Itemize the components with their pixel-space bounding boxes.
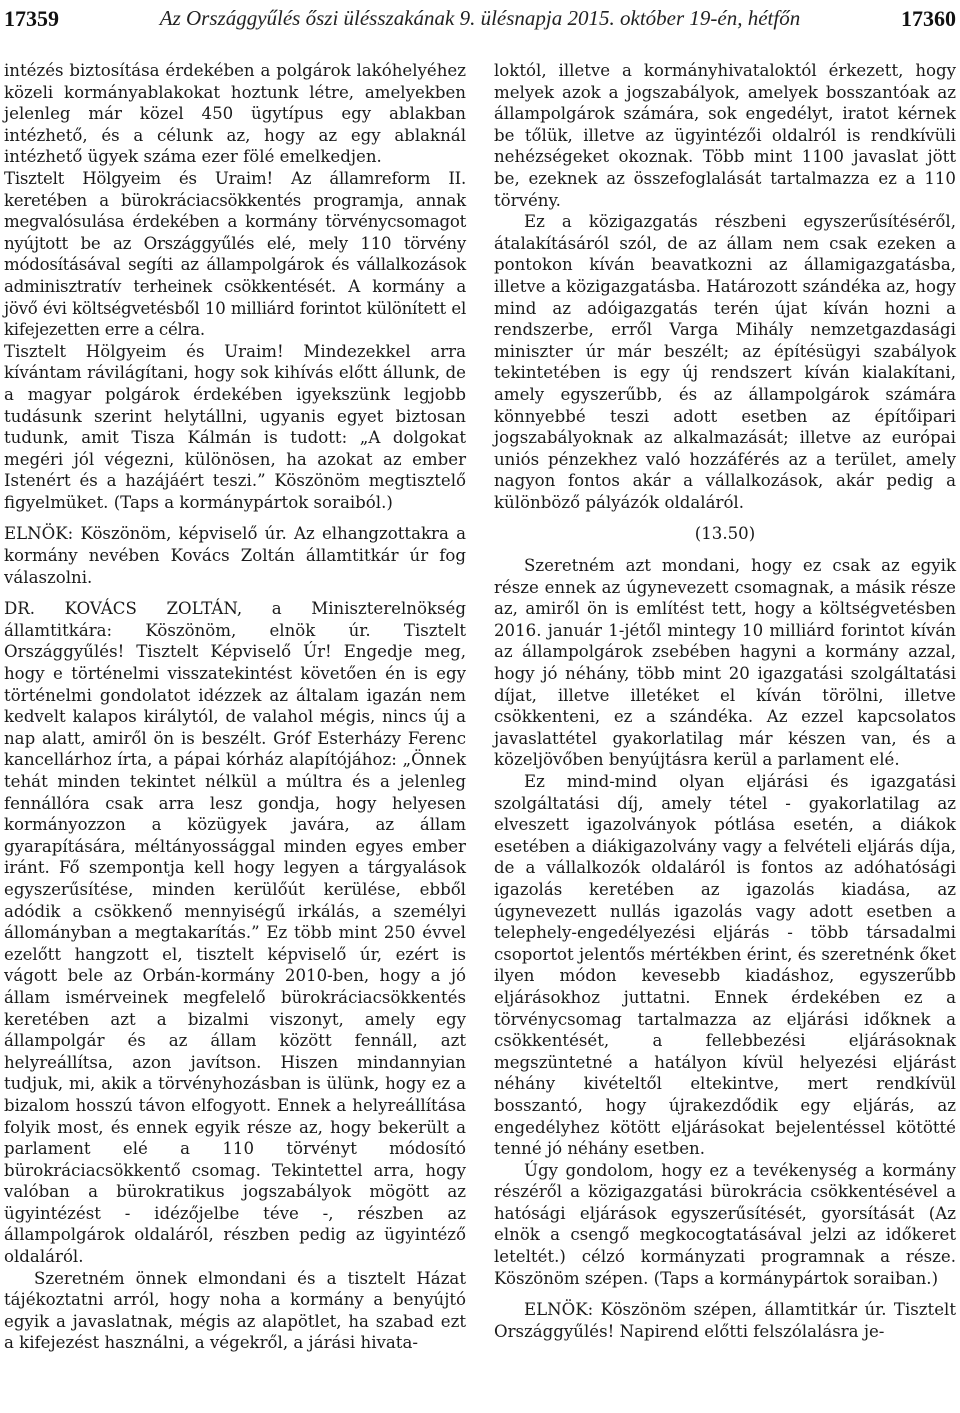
paragraph: ELNÖK: Köszönöm, képviselő úr. Az elhangzottakra a kormány nevében Kovács Zoltán államtitkár úr fog válaszolni. [4, 524, 466, 587]
paragraph: DR. KOVÁCS ZOLTÁN, a Miniszterelnökség államtitkára: Köszönöm, elnök úr. Tisztelt Országgyűlés! Tisztelt Képviselő Úr! Engedje meg, hogy e történelmi visszatekintést követően én is egy történelmi gondolatot idézzek az általam igazán nem kedvelt kalapos királytól, de valahol mégis, nincs új a nap alatt, amiről ön is beszélt. Gróf Esterházy Ferenc kancellárhoz írta, a pápai kórház alapítójához: „Önnek tehát minden tekintet nélkül a múltra és a jelenleg fennállóra csak arra lesz gondja, hogy helyesen kormányozzon a közügyek javára, az állam gyarapítására, méltányossággal minden egyes ember iránt. Fő szempontja kell hogy legyen a tárgyalások egyszerűsítése, minden kerülőút kerülése, ebből adódik a csökkenő mennyiségű irkálás, a személyi állományban a megtakarítás.” Ez több mint 250 évvel ezelőtt hangzott el, tisztelt képviselő úr, ezért is vágott bele az Orbán-kormány 2010-ben, hogy a jó állam ismérveinek megfelelő bürokráciacsökkentés keretében azt a bizalmi viszonyt, amely egy állampolgár és az állam között fennáll, azt helyreállítsa, azon javítson. Hiszen mindannyian tudjuk, mi, akik a törvényhozásban is ülünk, hogy ez a bizalom hosszú távon elfogyott. Ennek a helyreállítása folyik most, és ennek egyik része az, hogy bekerült a parlament elé a 110 törvényt módosító bürokráciacsökkentő csomag. Tekintettel arra, hogy valóban a bürokratikus jogszabályok mögött az ügyintézést - idézőjelbe téve -, részben az állampolgárok oldaláról, részben pedig az ügyintéző oldaláról. [4, 599, 466, 1267]
paragraph: Úgy gondolom, hogy ez a tevékenység a kormány részéről a közigazgatási bürokrácia csökkentésével a hatósági eljárások egyszerűsítését, gyorsítását (Az elnök a csengő megkocogtatásával jelzi az időkeret leteltét.) célzó kormányzati programnak a része. Köszönöm szépen. (Taps a kormánypártok soraiban.) [494, 1160, 956, 1288]
paragraph: Szeretném önnek elmondani és a tisztelt Házat tájékoztatni arról, hogy noha a kormány a benyújtó egyik a javaslatnak, mégis az alapötlet, ha szabad ezt a kifejezést használni, a végekről, a járási hivata- [4, 1268, 466, 1353]
left-column [4, 60, 466, 1354]
running-title: Az Országgyűlés őszi ülésszakának 9. ülésnapja 2015. október 19-én, hétfőn [159, 6, 801, 30]
paragraph: ELNÖK: Köszönöm szépen, államtitkár úr. Tisztelt Országgyűlés! Napirend előtti felszólalásra je- [494, 1300, 956, 1341]
paragraph: Ez mind-mind olyan eljárási és igazgatási szolgáltatási díj, amely tétel - gyakorlatilag az elveszett igazolványok pótlása esetén, a diákok esetében a diákigazolvány vagy a felvételi eljárás díja, de a vállalkozók oldaláról is fontos az adóhatósági igazolás keretében az igazolás kiadása, az úgynevezett nullás igazolás vagy adott esetben a telephely-engedélyezési eljárás - több társadalmi csoportot jelentős mértékben érint, és szeretnénk őket ilyen módon kevesebb kiadáshoz, egyszerűbb eljárásokhoz juttatni. Ennek érdekében ez a törvénycsomag tartalmazza az eljárási időknek a csökkentését, a fellebbezési eljárásoknak megszüntetné a hatályon kívül helyezési eljárást néhány kivételtől eltekintve, mert rendkívül bosszantó, hogy újrakezdődik egy eljárás, az engedélyhez kötött eljárásokat bejelentéssel kötötté tenné jó néhány esetben. [494, 772, 956, 1159]
paragraph: Tisztelt Hölgyeim és Uraim! Az államreform II. keretében a bürokráciacsökkentés programja, annak megvalósulása érdekében a kormány törvénycsomagot nyújtott be az Országgyűlés elé, mely 110 törvény módosításával segíti az állampolgárok és vállalkozások adminisztratív terheinek csökkentését. A kormány a jövő évi költségvetésből 10 milliárd forintot különített el kifejezetten erre a célra. [4, 168, 466, 340]
page-header [0, 0, 960, 34]
paragraph: Ez a közigazgatás részbeni egyszerűsítéséről, átalakításáról szól, de az állam nem csak ezeken a pontokon kíván beavatkozni az államigazgatásba, illetve a közigazgatásba. Határozott szándéka az, hogy mind az adóigazgatás terén újat kíván hozni a rendszerbe, erről Varga Mihály nemzetgazdasági miniszter úr már beszélt; az építésügyi szabályok tekintetében is egy új rendszert kíván kialakítani, amely egyszerűbb, és az állampolgárok számára könnyebbé teszi adott esetben az építőipari jogszabályoknak az alkalmazását; illetve az európai uniós pénzekhez való hozzáférés az a terület, amely nagyon fontos akár a vállalkozások, akár pedig a különböző pályázók oldaláról. [494, 212, 956, 512]
paragraph: Tisztelt Hölgyeim és Uraim! Mindezekkel arra kívántam rávilágítani, hogy sok kihívás előtt állunk, de a magyar polgárok érdekében igyekszünk legjobb tudásunk szerint helytállni, ugyanis egyet biztosan tudunk, amit Tisza Kálmán is tudott: „A dolgokat megéri jól végezni, különösen, ha azokat az ember Istenért és a hazájáért teszi.” Köszönöm megtisztelő figyelmüket. (Taps a kormánypártok soraiból.) [4, 341, 466, 512]
paragraph: Szeretném azt mondani, hogy ez csak az egyik része ennek az úgynevezett csomagnak, a másik része az, amiről ön is említést tett, hogy a költségvetésben 2016. január 1-jétől mintegy 10 milliárd forintot kíván az állampolgárok zsebében hagyni a kormány azzal, hogy jó néhány, több mint 20 igazgatási szolgáltatási díjat, illetve illetéket el kíván törölni, illetve csökkenteni, ez a szándéka. Az ezzel kapcsolatos javaslattétel gyakorlatilag már készen van, és a közeljövőben benyújtásra kerül a parlament elé. [494, 556, 956, 770]
page-number-left: 17359 [4, 6, 59, 31]
paragraph: intézés biztosítása érdekében a polgárok lakóhelyéhez közeli kormányablakokat hoztunk létre, amelyekben jelenleg már közel 450 ügytípus egy ablakban intézhető, és a célunk az, hogy az egy ablaknál intézhető ügyek száma ezer fölé emelkedjen. [4, 61, 466, 167]
page-number-right: 17360 [901, 6, 956, 31]
right-column [494, 60, 956, 1342]
paragraph: loktól, illetve a kormányhivataloktól érkezett, hogy melyek azok a jogszabályok, amelyek bosszantóak az állampolgárok számára, sok engedélyt, iratot kérnek be tőlük, illetve az ügyintézői oldalról is rendkívüli nehézségeket okoznak. Több mint 1100 javaslat jött be, ezeknek az összefoglalását tartalmazza ez a 110 törvény. [494, 61, 956, 210]
time-marker: (13.50) [694, 524, 756, 544]
